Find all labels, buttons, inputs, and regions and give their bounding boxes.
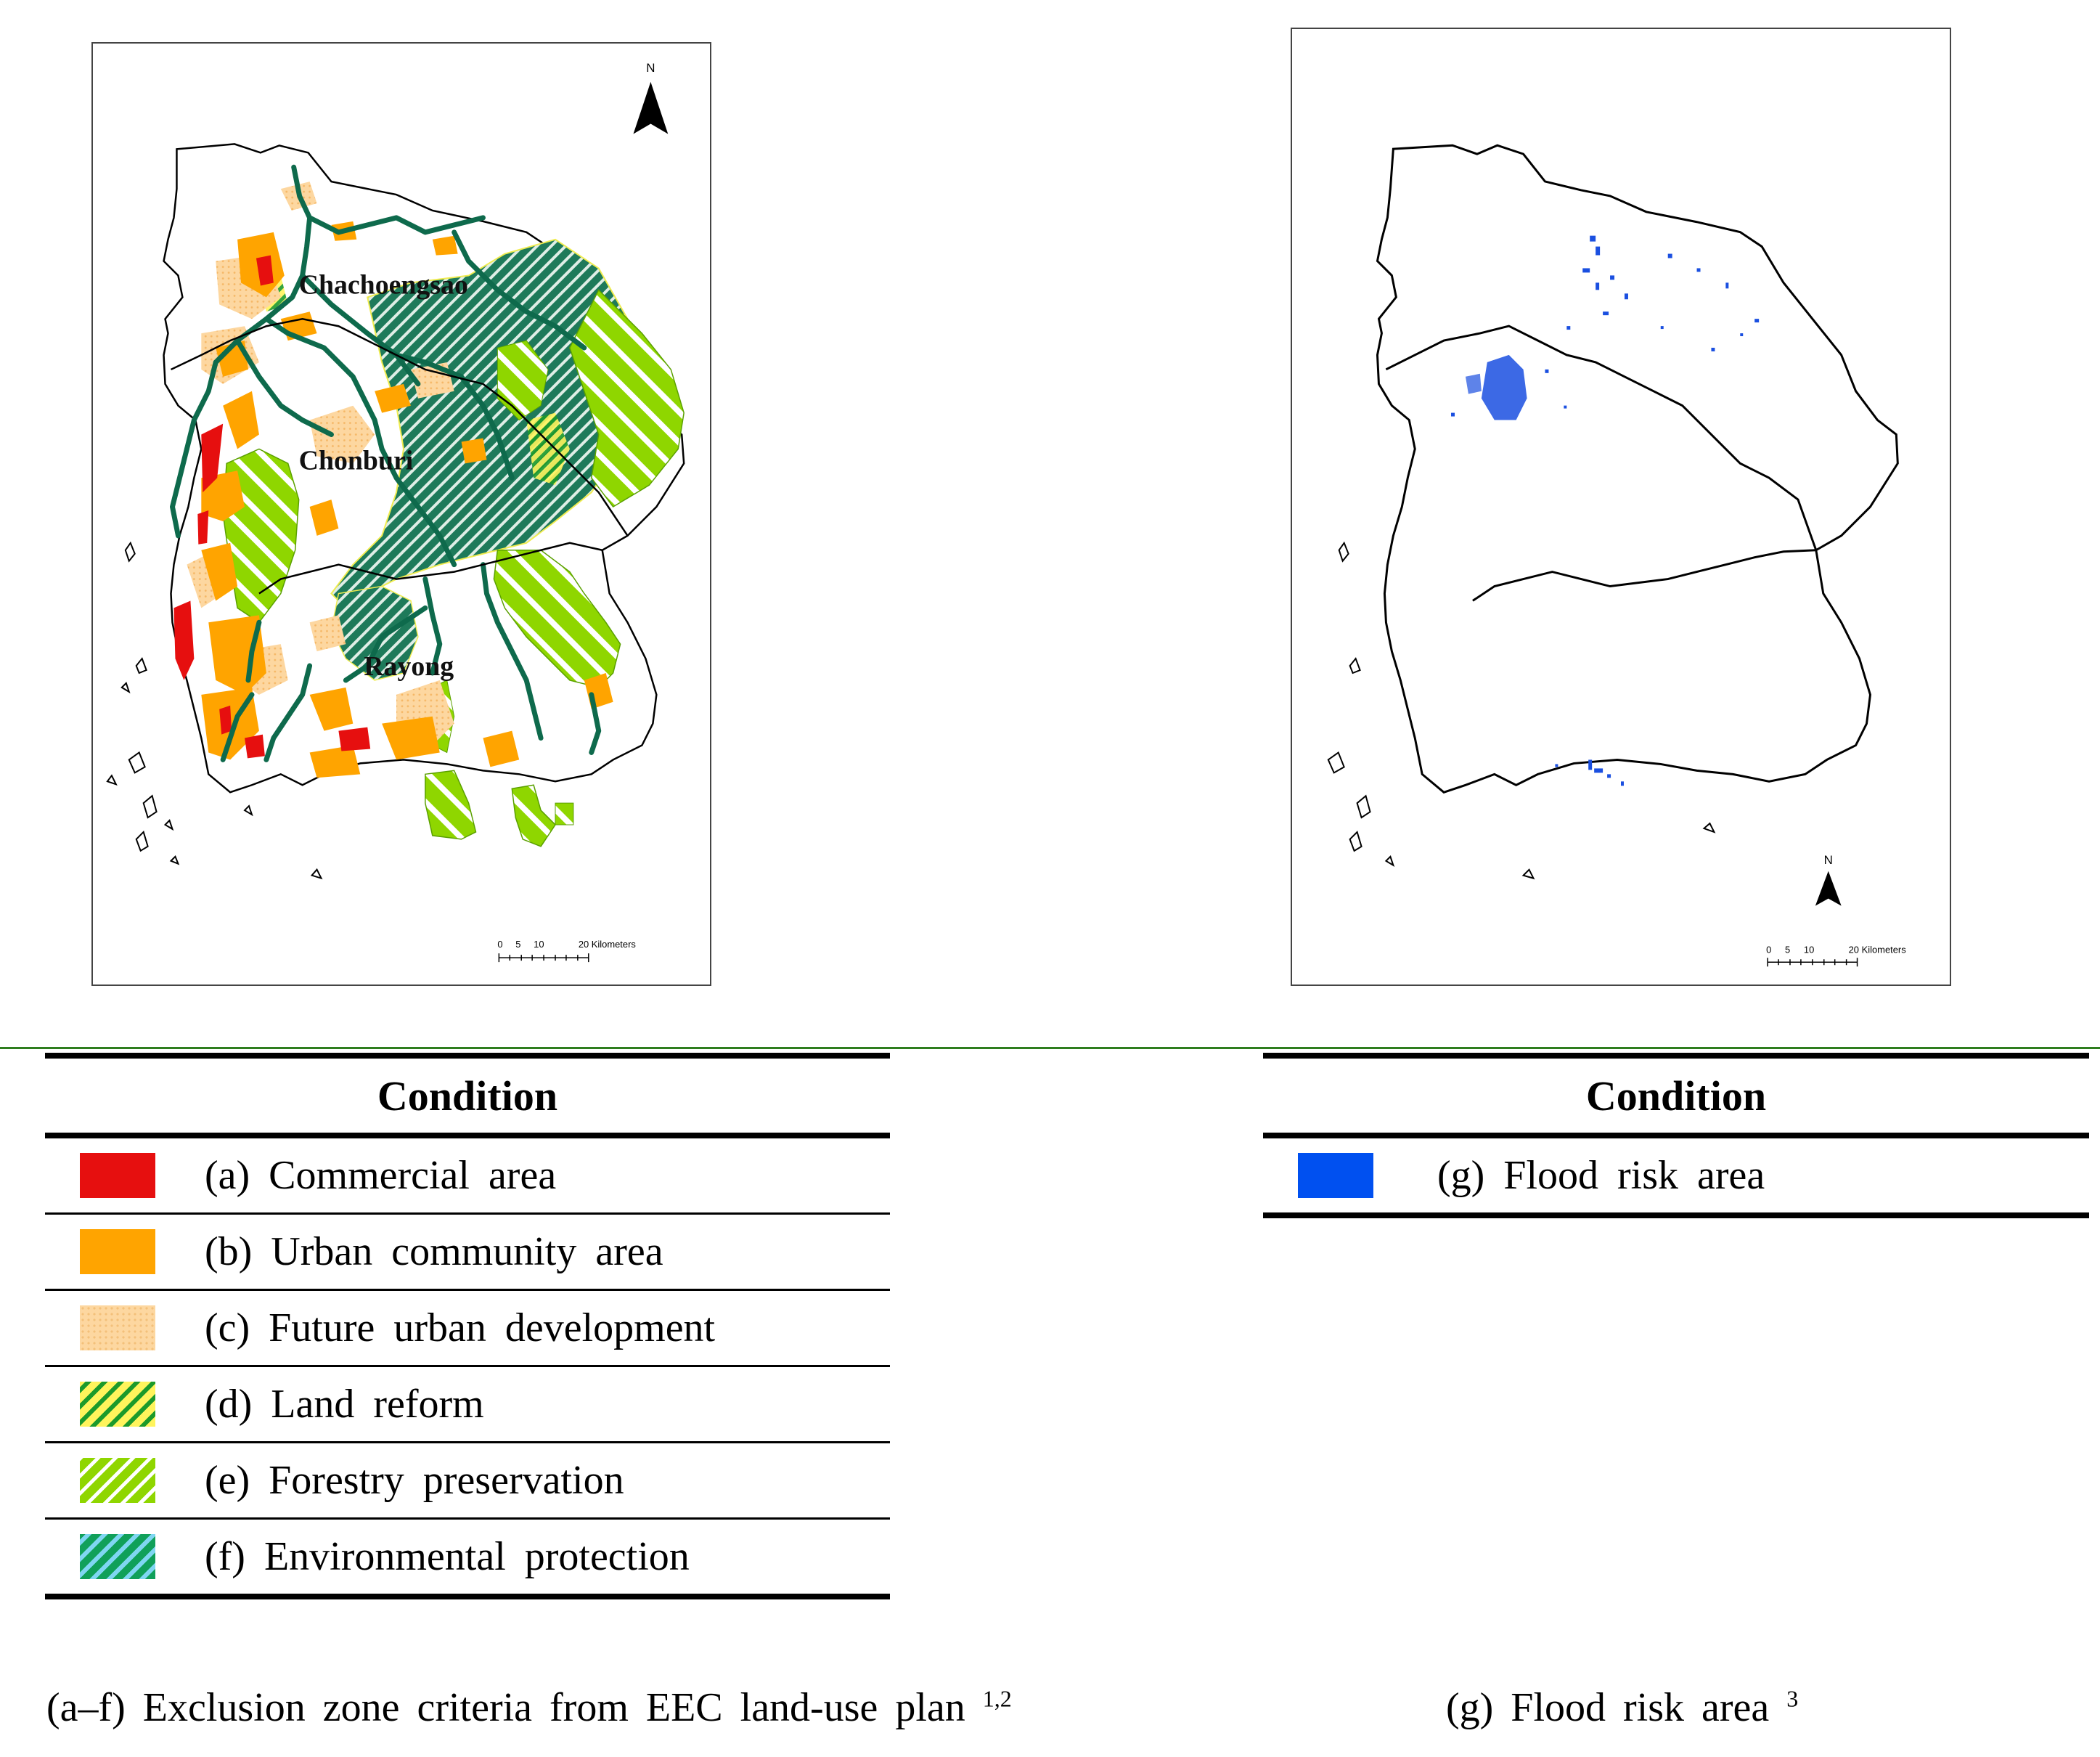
legend-swatch-cell [1263, 1136, 1430, 1215]
caption-footnote: 1,2 [982, 1685, 1012, 1712]
legend-row [45, 1136, 890, 1214]
label-chonburi: Chonburi [298, 445, 414, 476]
caption-text: (a–f) Exclusion zone criteria from EEC land-use plan [46, 1685, 983, 1730]
caption-footnote: 3 [1786, 1685, 1799, 1712]
scale-tick-10: 10 [1803, 944, 1815, 955]
exclusion-zone-map [91, 42, 711, 986]
legend-swatch-cell [45, 1214, 176, 1290]
caption-exclusion [46, 1684, 1012, 1731]
scale-bar [497, 939, 635, 962]
legend-swatch-cell [45, 1136, 176, 1214]
legend-row [45, 1443, 890, 1519]
legend-label: (f) Environmental protection [176, 1519, 890, 1597]
legend-swatch [1298, 1153, 1373, 1198]
exclusion-zone-map-canvas [93, 44, 710, 985]
north-label: N [1823, 852, 1833, 867]
legend-header: Condition [1263, 1056, 2089, 1136]
section-divider [0, 1047, 2100, 1049]
legend-row [45, 1290, 890, 1366]
legend-swatch [80, 1382, 155, 1427]
offshore-forestry [512, 785, 555, 847]
legend-swatch [80, 1534, 155, 1579]
scale-tick-0: 0 [1766, 944, 1772, 955]
scale-tick-10: 10 [534, 939, 544, 950]
legend-swatch-cell [45, 1443, 176, 1519]
legend-label: (c) Future urban development [176, 1290, 890, 1366]
scale-tick-0: 0 [497, 939, 503, 950]
scale-tick-5: 5 [1785, 944, 1791, 955]
legend-label: (b) Urban community area [176, 1214, 890, 1290]
north-arrow-icon [1815, 871, 1842, 906]
legend-swatch [80, 1305, 155, 1350]
legend-label: (e) Forestry preservation [176, 1443, 890, 1519]
legend-swatch [80, 1458, 155, 1503]
legend-row [45, 1366, 890, 1443]
north-label: N [646, 60, 655, 75]
legend-row [1263, 1136, 2089, 1215]
exclusion-legend-table [45, 1053, 890, 1599]
legend-row [45, 1519, 890, 1597]
scale-tick-20: 20 Kilometers [1848, 944, 1906, 955]
region-outline [1377, 145, 1897, 792]
legend-swatch-cell [45, 1366, 176, 1443]
caption-text: (g) Flood risk area [1446, 1685, 1787, 1730]
label-chachoengsao: Chachoengsao [298, 269, 468, 301]
legend-label: (d) Land reform [176, 1366, 890, 1443]
forestry-zone-south [425, 770, 476, 839]
legend-header: Condition [45, 1056, 890, 1136]
legend-label: (g) Flood risk area [1430, 1136, 2089, 1215]
flood-risk-map-canvas [1292, 29, 1950, 985]
north-arrow-icon [633, 82, 668, 134]
legend-label: (a) Commercial area [176, 1136, 890, 1214]
scale-tick-5: 5 [515, 939, 521, 950]
label-rayong: Rayong [364, 651, 454, 682]
flood-risk-map [1291, 28, 1951, 986]
legend-swatch-cell [45, 1519, 176, 1597]
legend-row [45, 1214, 890, 1290]
caption-flood [1446, 1684, 1798, 1731]
flood-legend-table [1263, 1053, 2089, 1218]
scale-bar [1766, 944, 1906, 966]
scale-tick-20: 20 Kilometers [578, 939, 636, 950]
legend-swatch-cell [45, 1290, 176, 1366]
offshore-forestry-2 [555, 803, 573, 825]
legend-swatch [80, 1153, 155, 1198]
legend-swatch [80, 1229, 155, 1274]
